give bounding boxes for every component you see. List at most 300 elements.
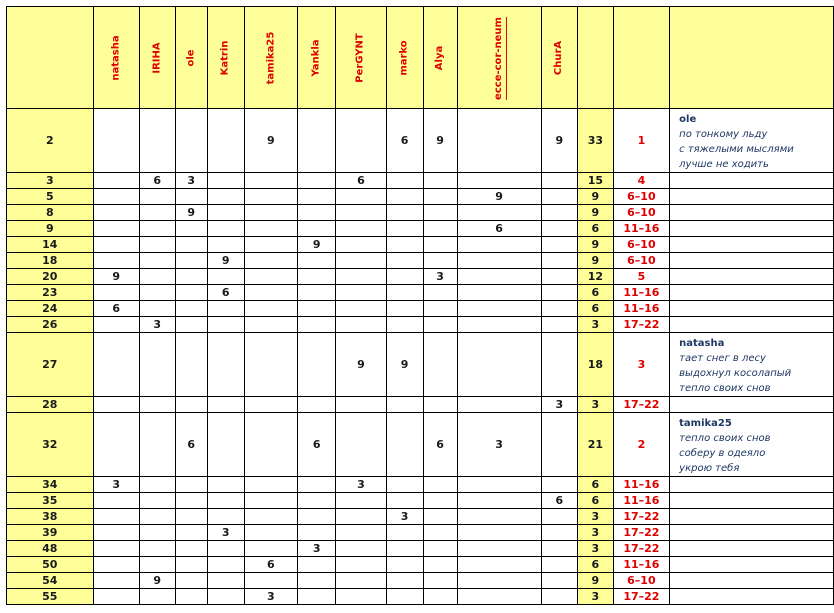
comment-author: tamika25 (679, 418, 732, 429)
score-cell (457, 573, 541, 589)
total-score: 6 (578, 493, 614, 509)
score-cell (541, 509, 578, 525)
score-cell (139, 509, 175, 525)
score-cell: 9 (298, 237, 336, 253)
table-row (7, 253, 834, 269)
comment-cell (670, 189, 834, 205)
row-number: 18 (7, 253, 94, 269)
table-row (7, 285, 834, 301)
score-cell (175, 301, 207, 317)
score-cell (457, 301, 541, 317)
total-score: 6 (578, 221, 614, 237)
score-cell (207, 205, 244, 221)
score-cell (139, 525, 175, 541)
score-cell (93, 189, 139, 205)
score-cell (457, 253, 541, 269)
score-cell (298, 493, 336, 509)
place: 11–16 (613, 493, 670, 509)
table-row (7, 573, 834, 589)
score-cell (457, 541, 541, 557)
row-number: 2 (7, 109, 94, 173)
score-cell (244, 333, 298, 397)
score-cell (244, 221, 298, 237)
score-cell (244, 253, 298, 269)
comment-cell (670, 397, 834, 413)
score-cell (207, 413, 244, 477)
score-cell (207, 493, 244, 509)
total-score: 33 (578, 109, 614, 173)
score-cell (541, 285, 578, 301)
score-cell (93, 253, 139, 269)
table-row (7, 317, 834, 333)
score-cell (336, 413, 386, 477)
score-cell (139, 477, 175, 493)
score-cell (541, 301, 578, 317)
score-cell (298, 317, 336, 333)
column-header-katrin (207, 7, 244, 109)
score-cell (336, 253, 386, 269)
score-cell (386, 189, 423, 205)
score-cell (336, 557, 386, 573)
row-number: 28 (7, 397, 94, 413)
score-cell (298, 173, 336, 189)
score-cell (423, 397, 457, 413)
place: 17–22 (613, 509, 670, 525)
score-cell (298, 573, 336, 589)
score-cell (386, 253, 423, 269)
table-row (7, 221, 834, 237)
comment-cell (670, 237, 834, 253)
score-cell (175, 253, 207, 269)
score-cell (423, 477, 457, 493)
column-header-label: Katrin (219, 40, 231, 76)
place: 17–22 (613, 525, 670, 541)
place: 17–22 (613, 589, 670, 605)
comment-cell (670, 333, 834, 397)
score-cell (175, 589, 207, 605)
score-cell (244, 573, 298, 589)
comment-cell (670, 269, 834, 285)
score-cell (336, 301, 386, 317)
column-header-label: Yankla (310, 39, 322, 77)
header-blank-sum (578, 7, 614, 109)
score-cell (298, 525, 336, 541)
score-cell (336, 589, 386, 605)
score-cell (244, 509, 298, 525)
score-cell (541, 589, 578, 605)
score-cell (139, 493, 175, 509)
score-cell (423, 301, 457, 317)
table-row (7, 109, 834, 173)
score-cell (423, 205, 457, 221)
row-number: 23 (7, 285, 94, 301)
score-cell (457, 285, 541, 301)
comment-cell (670, 221, 834, 237)
score-cell: 6 (423, 413, 457, 477)
place: 17–22 (613, 317, 670, 333)
total-score: 21 (578, 413, 614, 477)
header-blank-comment (670, 7, 834, 109)
score-cell (207, 333, 244, 397)
score-cell (298, 285, 336, 301)
score-cell (298, 109, 336, 173)
score-cell (175, 573, 207, 589)
score-cell (244, 285, 298, 301)
score-cell: 9 (244, 109, 298, 173)
score-cell (541, 317, 578, 333)
table-row (7, 557, 834, 573)
score-cell (139, 397, 175, 413)
score-cell (93, 237, 139, 253)
table-row (7, 493, 834, 509)
score-cell: 6 (386, 109, 423, 173)
score-cell (207, 477, 244, 493)
row-number: 26 (7, 317, 94, 333)
comment-cell (670, 253, 834, 269)
total-score: 12 (578, 269, 614, 285)
total-score: 9 (578, 189, 614, 205)
results-table (6, 6, 834, 605)
score-cell (93, 541, 139, 557)
score-cell (386, 557, 423, 573)
score-cell (207, 557, 244, 573)
score-cell (336, 269, 386, 285)
score-cell (457, 317, 541, 333)
score-cell: 3 (541, 397, 578, 413)
score-cell (298, 269, 336, 285)
score-cell (423, 541, 457, 557)
score-cell (93, 221, 139, 237)
comment-line: лучше не ходить (679, 159, 769, 170)
table-row (7, 237, 834, 253)
score-cell: 3 (298, 541, 336, 557)
score-cell (457, 557, 541, 573)
score-cell (93, 317, 139, 333)
table-row (7, 509, 834, 525)
score-cell (207, 397, 244, 413)
table-row (7, 205, 834, 221)
score-cell (423, 189, 457, 205)
score-cell: 6 (93, 301, 139, 317)
score-cell (386, 173, 423, 189)
column-header-chura (541, 7, 578, 109)
score-cell (541, 189, 578, 205)
score-cell (244, 493, 298, 509)
comment-cell (670, 301, 834, 317)
comment-cell (670, 205, 834, 221)
score-cell: 9 (93, 269, 139, 285)
table-row (7, 269, 834, 285)
score-cell: 9 (139, 573, 175, 589)
score-cell (386, 205, 423, 221)
score-cell: 3 (93, 477, 139, 493)
score-cell (423, 173, 457, 189)
score-cell (175, 525, 207, 541)
score-cell (423, 221, 457, 237)
score-cell (93, 525, 139, 541)
score-cell (139, 301, 175, 317)
score-cell (298, 557, 336, 573)
score-cell (386, 285, 423, 301)
score-cell (541, 573, 578, 589)
column-header-marko (386, 7, 423, 109)
score-cell (175, 317, 207, 333)
row-number: 8 (7, 205, 94, 221)
score-cell: 6 (139, 173, 175, 189)
score-cell (541, 253, 578, 269)
column-header-label: ole (185, 49, 197, 67)
score-cell (175, 237, 207, 253)
comment-cell (670, 557, 834, 573)
column-header-label: ChurA (553, 40, 565, 76)
score-cell: 6 (457, 221, 541, 237)
score-cell (386, 525, 423, 541)
comment-line: тепло своих снов (679, 383, 771, 394)
score-cell (244, 301, 298, 317)
score-cell (244, 173, 298, 189)
row-number: 9 (7, 221, 94, 237)
place: 11–16 (613, 285, 670, 301)
total-score: 6 (578, 557, 614, 573)
score-cell (541, 333, 578, 397)
header-blank-num (7, 7, 94, 109)
score-cell (139, 413, 175, 477)
score-cell (139, 589, 175, 605)
score-cell (298, 221, 336, 237)
column-header-yankla (298, 7, 336, 109)
comment-line: укрою тебя (679, 463, 740, 474)
score-cell (207, 221, 244, 237)
comment-line: тепло своих снов (679, 433, 771, 444)
score-cell (139, 237, 175, 253)
place: 6–10 (613, 573, 670, 589)
score-cell: 3 (207, 525, 244, 541)
row-number: 32 (7, 413, 94, 477)
table-row (7, 189, 834, 205)
column-header-label: natasha (110, 35, 122, 81)
comment-line: выдохнул косолапый (679, 368, 792, 379)
score-cell (423, 285, 457, 301)
table-row (7, 413, 834, 477)
place: 2 (613, 413, 670, 477)
score-cell (457, 333, 541, 397)
column-header-iriha (139, 7, 175, 109)
score-cell (139, 205, 175, 221)
comment-cell (670, 509, 834, 525)
comment-cell (670, 573, 834, 589)
score-cell: 3 (175, 173, 207, 189)
score-cell (93, 285, 139, 301)
total-score: 6 (578, 477, 614, 493)
total-score: 6 (578, 301, 614, 317)
place: 11–16 (613, 301, 670, 317)
score-cell (175, 109, 207, 173)
total-score: 3 (578, 589, 614, 605)
score-cell: 6 (244, 557, 298, 573)
score-cell (541, 269, 578, 285)
total-score: 9 (578, 237, 614, 253)
column-header-label: PerGYNT (354, 33, 366, 83)
score-cell (175, 333, 207, 397)
score-cell (541, 173, 578, 189)
score-cell: 9 (541, 109, 578, 173)
score-cell (457, 589, 541, 605)
comment-cell (670, 413, 834, 477)
comment-cell (670, 317, 834, 333)
score-cell: 9 (175, 205, 207, 221)
score-cell (541, 557, 578, 573)
score-cell (386, 477, 423, 493)
score-cell (336, 493, 386, 509)
score-cell (336, 205, 386, 221)
score-cell (423, 589, 457, 605)
total-score: 6 (578, 285, 614, 301)
score-cell (175, 285, 207, 301)
comment-line: по тонкому льду (679, 129, 768, 140)
score-cell (336, 237, 386, 253)
score-cell (244, 205, 298, 221)
comment-cell (670, 493, 834, 509)
table-row (7, 333, 834, 397)
score-cell (423, 525, 457, 541)
total-score: 3 (578, 525, 614, 541)
table-row (7, 173, 834, 189)
score-cell (244, 189, 298, 205)
row-number: 24 (7, 301, 94, 317)
row-number: 3 (7, 173, 94, 189)
total-score: 3 (578, 317, 614, 333)
column-header-tamika25 (244, 7, 298, 109)
score-cell (244, 413, 298, 477)
score-cell (457, 205, 541, 221)
total-score: 9 (578, 253, 614, 269)
score-cell (457, 509, 541, 525)
score-cell (298, 509, 336, 525)
row-number: 38 (7, 509, 94, 525)
score-cell (93, 173, 139, 189)
score-cell (139, 541, 175, 557)
score-cell (336, 109, 386, 173)
score-cell (298, 397, 336, 413)
comment-cell (670, 541, 834, 557)
score-cell (541, 477, 578, 493)
column-header-label: marko (398, 40, 410, 76)
score-cell: 6 (336, 173, 386, 189)
score-cell (139, 221, 175, 237)
column-header-label: IRIHA (151, 42, 163, 74)
score-cell (207, 573, 244, 589)
comment-author: ole (679, 114, 697, 125)
score-cell (175, 477, 207, 493)
score-cell (423, 493, 457, 509)
score-cell (541, 237, 578, 253)
score-cell (457, 237, 541, 253)
score-cell: 3 (139, 317, 175, 333)
score-cell (386, 269, 423, 285)
comment-cell (670, 173, 834, 189)
header-row (7, 7, 834, 109)
score-cell (175, 221, 207, 237)
score-cell (423, 333, 457, 397)
score-cell: 3 (386, 509, 423, 525)
score-cell (336, 221, 386, 237)
table-row (7, 397, 834, 413)
comment-line: соберу в одеяло (679, 448, 766, 459)
score-cell (207, 541, 244, 557)
score-cell (457, 109, 541, 173)
score-cell (386, 237, 423, 253)
score-cell (175, 269, 207, 285)
score-cell: 9 (386, 333, 423, 397)
score-cell (93, 333, 139, 397)
score-cell (386, 573, 423, 589)
comment-line: тает снег в лесу (679, 353, 766, 364)
place: 6–10 (613, 205, 670, 221)
score-cell: 3 (423, 269, 457, 285)
score-cell (541, 525, 578, 541)
score-cell (423, 253, 457, 269)
score-cell (298, 477, 336, 493)
column-header-pergynt (336, 7, 386, 109)
score-cell (93, 109, 139, 173)
score-cell (298, 189, 336, 205)
comment-line: с тяжелыми мыслями (679, 144, 794, 155)
place: 17–22 (613, 541, 670, 557)
score-cell: 6 (541, 493, 578, 509)
place: 6–10 (613, 253, 670, 269)
score-cell (175, 397, 207, 413)
row-number: 27 (7, 333, 94, 397)
place: 3 (613, 333, 670, 397)
score-cell (336, 573, 386, 589)
score-cell (175, 557, 207, 573)
score-cell (207, 317, 244, 333)
row-number: 39 (7, 525, 94, 541)
total-score: 3 (578, 509, 614, 525)
score-cell (93, 205, 139, 221)
comment-author: natasha (679, 338, 725, 349)
score-cell (457, 269, 541, 285)
score-cell (386, 301, 423, 317)
score-cell (207, 589, 244, 605)
score-cell (541, 205, 578, 221)
header-blank-place (613, 7, 670, 109)
score-cell (207, 301, 244, 317)
comment-cell (670, 477, 834, 493)
score-cell (386, 397, 423, 413)
score-cell (207, 109, 244, 173)
score-cell (207, 269, 244, 285)
score-cell (139, 253, 175, 269)
score-cell (457, 173, 541, 189)
comment-cell (670, 285, 834, 301)
score-cell (244, 525, 298, 541)
place: 1 (613, 109, 670, 173)
score-cell: 9 (336, 333, 386, 397)
score-cell (93, 397, 139, 413)
score-cell (93, 573, 139, 589)
column-header-label: Alya (434, 45, 446, 71)
comment-cell (670, 525, 834, 541)
row-number: 5 (7, 189, 94, 205)
row-number: 14 (7, 237, 94, 253)
score-cell: 9 (457, 189, 541, 205)
table-row (7, 541, 834, 557)
score-cell: 3 (336, 477, 386, 493)
score-cell (244, 541, 298, 557)
total-score: 9 (578, 205, 614, 221)
comment-cell (670, 589, 834, 605)
